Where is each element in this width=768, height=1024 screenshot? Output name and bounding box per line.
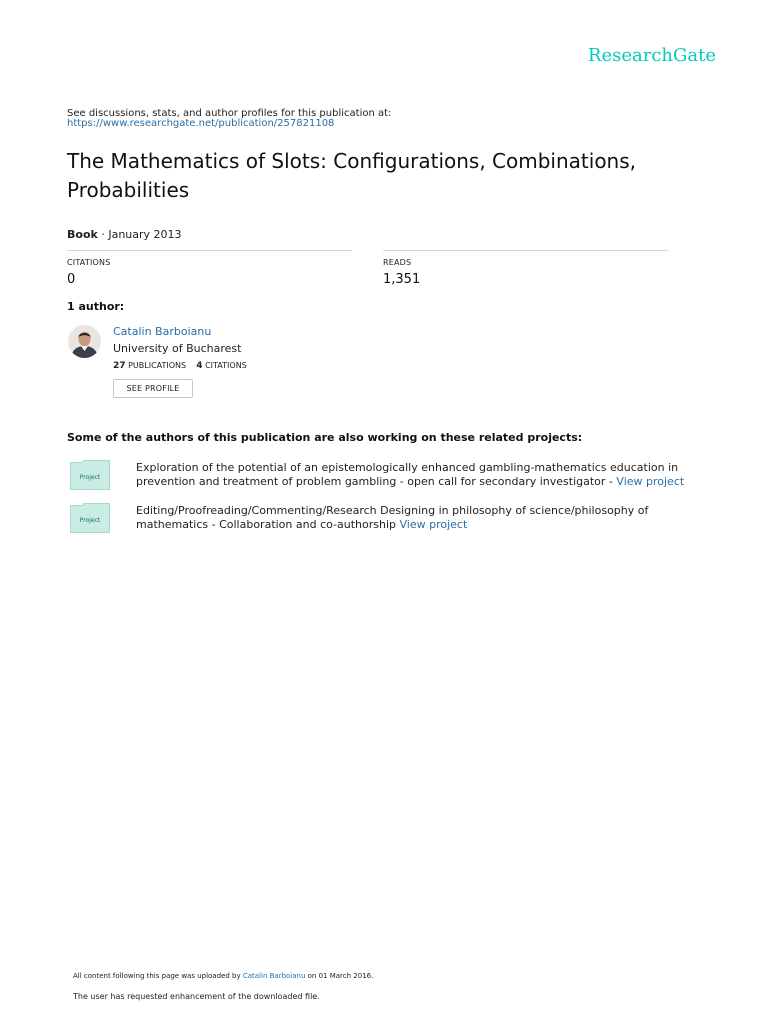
publication-meta: [67, 228, 182, 241]
upload-suffix: on 01 March 2016.: [305, 972, 374, 980]
reads-label: READS: [383, 258, 412, 267]
author-photo-icon: [68, 325, 101, 358]
see-profile-button[interactable]: SEE PROFILE: [113, 379, 193, 398]
project-1-text: Exploration of the potential of an epistemologically enhanced gambling-mathematics education in prevention and treatment of problem gambling - open call for secondary investigator -: [136, 461, 679, 488]
divider-right: [383, 250, 668, 251]
upload-prefix: All content following this page was uploaded by: [73, 972, 243, 980]
author-avatar[interactable]: [68, 325, 101, 358]
project-icon-label: Project: [79, 474, 101, 481]
publication-url-link[interactable]: https://www.researchgate.net/publication/257821108: [67, 118, 335, 129]
author-citations-count: 4: [196, 361, 203, 371]
project-folder-icon: [70, 460, 110, 490]
publication-title: The Mathematics of Slots: Configurations, Combinations, Probabilities: [67, 149, 637, 202]
author-citations-label: CITATIONS: [205, 361, 247, 370]
project-2-text: Editing/Proofreading/Commenting/Research Designing in philosophy of science/philosophy of mathematics - Collaboration and co-authorship: [136, 504, 649, 531]
author-publications-label: PUBLICATIONS: [128, 361, 187, 370]
enhancement-notice: The user has requested enhancement of the downloaded file.: [73, 992, 320, 1001]
project-folder-icon: [70, 503, 110, 533]
project-icon-label: Project: [79, 517, 101, 524]
author-stats: [113, 361, 247, 371]
project-2-view-link[interactable]: View project: [399, 518, 468, 531]
publication-date: January 2013: [108, 228, 182, 241]
upload-notice: [73, 972, 373, 980]
reads-value: 1,351: [383, 272, 421, 287]
project-item-1: [136, 461, 711, 489]
divider-left: [67, 250, 352, 251]
uploader-link[interactable]: Catalin Barboianu: [242, 972, 306, 980]
researchgate-logo[interactable]: ResearchGate: [587, 45, 716, 66]
project-1-view-link[interactable]: View project: [616, 475, 685, 488]
publication-type: Book: [67, 228, 98, 241]
citations-label: CITATIONS: [67, 258, 111, 267]
meta-separator: ·: [97, 228, 109, 241]
citations-value: 0: [67, 272, 76, 287]
author-institution: University of Bucharest: [113, 342, 242, 355]
authors-heading: 1 author:: [67, 300, 125, 313]
author-publications-count: 27: [113, 361, 126, 371]
project-item-2: [136, 504, 711, 532]
author-name-link[interactable]: Catalin Barboianu: [113, 325, 212, 338]
intro-text: See discussions, stats, and author profiles for this publication at:: [67, 108, 392, 119]
related-projects-heading: Some of the authors of this publication are also working on these related projects:: [67, 431, 583, 444]
